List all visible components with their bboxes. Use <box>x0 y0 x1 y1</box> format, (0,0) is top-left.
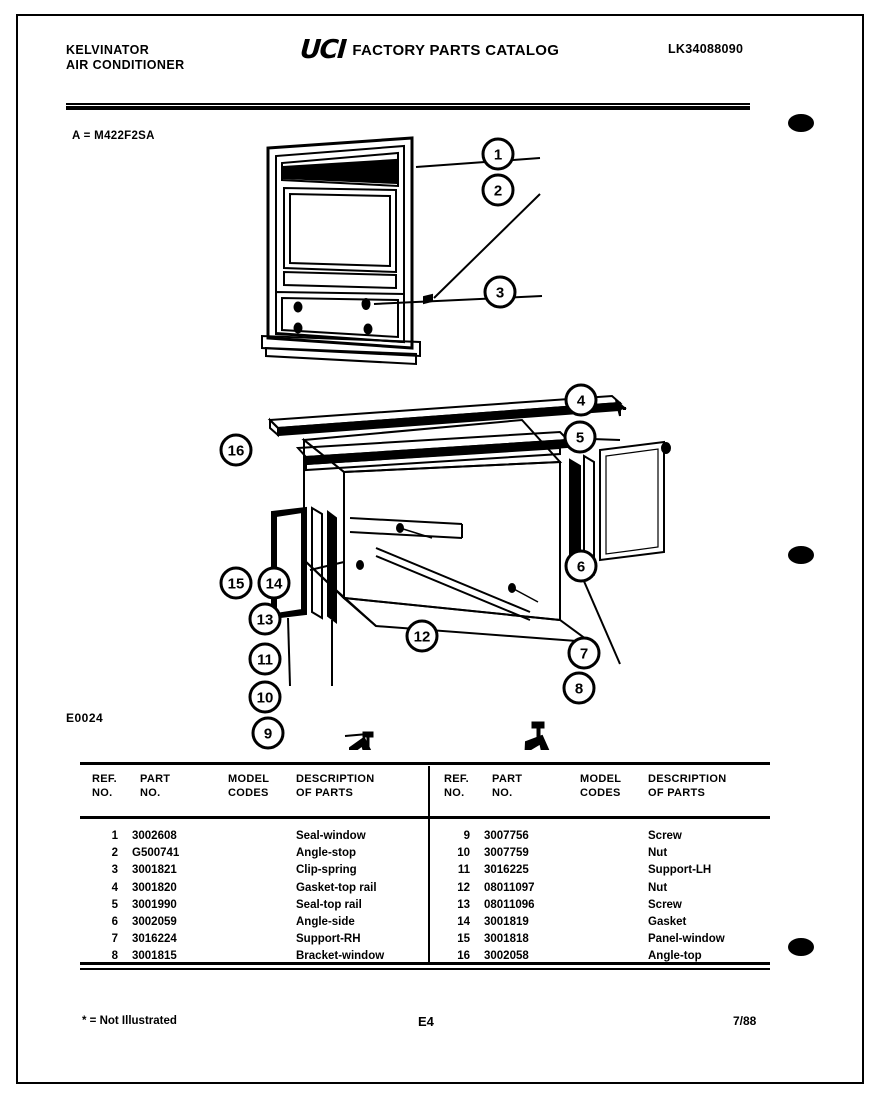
cell-ref: 7 <box>111 933 118 946</box>
callout-bubble-14 <box>259 568 289 598</box>
callout-bubble-7 <box>569 638 599 668</box>
cell-desc: Panel-window <box>648 933 725 946</box>
header-ref-no: REF. NO. <box>444 773 470 799</box>
window-assembly-illustration <box>262 138 432 364</box>
document-number: LK34088090 <box>668 42 744 56</box>
callout-number: 10 <box>256 689 274 707</box>
callout-bubble-6 <box>566 551 596 581</box>
callout-number: 9 <box>263 725 273 743</box>
table-row <box>432 916 777 933</box>
cell-ref: 11 <box>457 864 470 877</box>
table-row <box>432 864 777 881</box>
callout-number: 14 <box>265 575 283 593</box>
cell-part: 08011096 <box>484 898 535 911</box>
callout-number: 5 <box>575 429 585 447</box>
binder-hole-mark <box>788 114 814 132</box>
catalog-title: FACTORY PARTS CATALOG <box>352 41 560 59</box>
callout-bubble-8 <box>564 673 594 703</box>
footer-date: 7/88 <box>733 1014 757 1028</box>
cell-desc: Seal-window <box>296 830 366 842</box>
table-row <box>80 933 425 950</box>
table-row <box>80 882 425 899</box>
header-description: DESCRIPTION OF PARTS <box>648 773 727 799</box>
cell-ref: 8 <box>111 950 118 963</box>
table-row <box>80 847 425 864</box>
cell-desc: Support-RH <box>296 933 361 946</box>
callout-bubble-11 <box>250 644 280 674</box>
cell-ref: 1 <box>111 830 118 842</box>
callout-number: 3 <box>495 284 505 302</box>
binder-hole-mark <box>788 546 814 564</box>
cell-desc: Bracket-window <box>296 950 385 963</box>
table-header-row-left <box>80 772 425 814</box>
leader-1 <box>416 158 540 167</box>
callout-number: 12 <box>413 628 431 646</box>
cell-part: 3002058 <box>484 950 529 963</box>
cell-ref: 15 <box>457 933 470 946</box>
table-row <box>80 899 425 916</box>
footer-page-number: E4 <box>418 1014 434 1029</box>
callout-number: 2 <box>493 182 503 200</box>
callout-number: 13 <box>256 611 274 629</box>
uci-logo: UCI <box>298 35 347 65</box>
header-divider <box>66 103 750 109</box>
cell-desc: Support-LH <box>648 864 712 877</box>
cell-part: 08011097 <box>484 881 535 894</box>
cell-ref: 16 <box>457 950 470 963</box>
callout-bubble-12 <box>407 621 437 651</box>
callout-number: 4 <box>576 392 586 410</box>
cell-part: 3001820 <box>132 881 177 894</box>
cell-part: 3002059 <box>132 915 177 928</box>
table-row <box>80 830 425 847</box>
cell-part: 3001819 <box>484 915 529 928</box>
brand-name <box>66 43 185 73</box>
table-row <box>432 830 777 847</box>
cell-ref: 9 <box>463 830 470 842</box>
callout-bubble-4 <box>566 385 596 415</box>
binder-hole-mark <box>788 938 814 956</box>
cell-part: 3007759 <box>484 847 529 860</box>
figure-code: E0024 <box>66 711 104 725</box>
model-identifier: A = M422F2SA <box>72 130 155 142</box>
catalog-header <box>298 35 560 65</box>
cell-desc: Angle-top <box>648 950 702 963</box>
parts-rows-left <box>80 830 425 968</box>
cell-part: 3016225 <box>484 864 529 877</box>
table-column-divider <box>428 766 430 964</box>
cell-desc: Angle-stop <box>296 847 357 860</box>
callout-number: 11 <box>257 651 273 669</box>
header-model-codes: MODEL CODES <box>580 773 622 799</box>
table-row <box>432 882 777 899</box>
cell-ref: 6 <box>111 915 118 928</box>
table-top-rule <box>80 762 770 765</box>
leader-15 <box>288 618 290 686</box>
cell-desc: Nut <box>648 881 668 894</box>
cell-part: 3016224 <box>132 933 177 946</box>
cell-desc: Seal-top rail <box>296 898 362 911</box>
cell-desc: Screw <box>648 898 682 911</box>
parts-table-right-group <box>432 772 777 962</box>
leader-3 <box>374 296 542 304</box>
header-ref-no: REF. NO. <box>92 773 118 799</box>
cell-desc: Clip-spring <box>296 864 357 877</box>
cell-desc: Screw <box>648 830 682 842</box>
cell-part: 3001815 <box>132 950 177 963</box>
cell-part: G500741 <box>132 847 180 860</box>
header-part-no: PART NO. <box>140 773 171 799</box>
cell-ref: 4 <box>111 881 118 894</box>
table-row <box>432 899 777 916</box>
cell-ref: 12 <box>457 881 470 894</box>
cell-part: 3007756 <box>484 830 529 842</box>
brand-line-2: AIR CONDITIONER <box>66 58 185 72</box>
table-row <box>80 950 425 967</box>
callout-number: 15 <box>227 575 245 593</box>
cell-desc: Nut <box>648 847 668 860</box>
callout-bubble-9 <box>253 718 283 748</box>
cabinet-assembly-illustration <box>270 396 670 642</box>
header-model-codes: MODEL CODES <box>228 773 270 799</box>
callout-bubble-10 <box>250 682 280 712</box>
cell-desc: Gasket <box>648 915 687 928</box>
callout-bubble-5 <box>565 422 595 452</box>
table-row <box>432 847 777 864</box>
table-row <box>432 950 777 967</box>
cell-part: 3002608 <box>132 830 177 842</box>
header-description: DESCRIPTION OF PARTS <box>296 773 375 799</box>
cell-ref: 13 <box>457 898 470 911</box>
cell-ref: 5 <box>111 898 118 911</box>
header-part-no: PART NO. <box>492 773 523 799</box>
callout-bubble-15 <box>221 568 251 598</box>
cell-part: 3001818 <box>484 933 529 946</box>
callout-number: 8 <box>574 680 584 698</box>
table-row <box>80 864 425 881</box>
footer-note: * = Not Illustrated <box>82 1015 177 1027</box>
callout-number: 1 <box>493 146 503 164</box>
cell-ref: 14 <box>457 915 470 928</box>
parts-rows-right <box>432 830 777 968</box>
callout-number: 6 <box>576 558 586 576</box>
cell-desc: Gasket-top rail <box>296 881 377 894</box>
table-row <box>432 933 777 950</box>
cell-part: 3001821 <box>132 864 177 877</box>
brand-line-1: KELVINATOR <box>66 43 150 57</box>
callout-number: 16 <box>227 442 245 460</box>
callout-number: 7 <box>579 645 589 663</box>
cell-ref: 10 <box>457 847 470 860</box>
cell-ref: 2 <box>111 847 118 860</box>
callout-bubble-13 <box>250 604 280 634</box>
table-row <box>80 916 425 933</box>
callout-bubble-3 <box>485 277 515 307</box>
table-bottom-rule-2 <box>80 968 770 970</box>
exploded-parts-diagram <box>60 120 760 750</box>
cell-desc: Angle-side <box>296 915 355 928</box>
table-header-row-right <box>432 772 777 814</box>
parts-table-left-group <box>80 772 425 962</box>
callout-bubble-16 <box>221 435 251 465</box>
callout-bubble-2 <box>483 175 513 205</box>
cell-ref: 3 <box>111 864 118 877</box>
hardware-illustration <box>350 722 568 750</box>
callout-bubble-1 <box>483 139 513 169</box>
cell-part: 3001990 <box>132 898 177 911</box>
parts-table <box>80 762 770 974</box>
